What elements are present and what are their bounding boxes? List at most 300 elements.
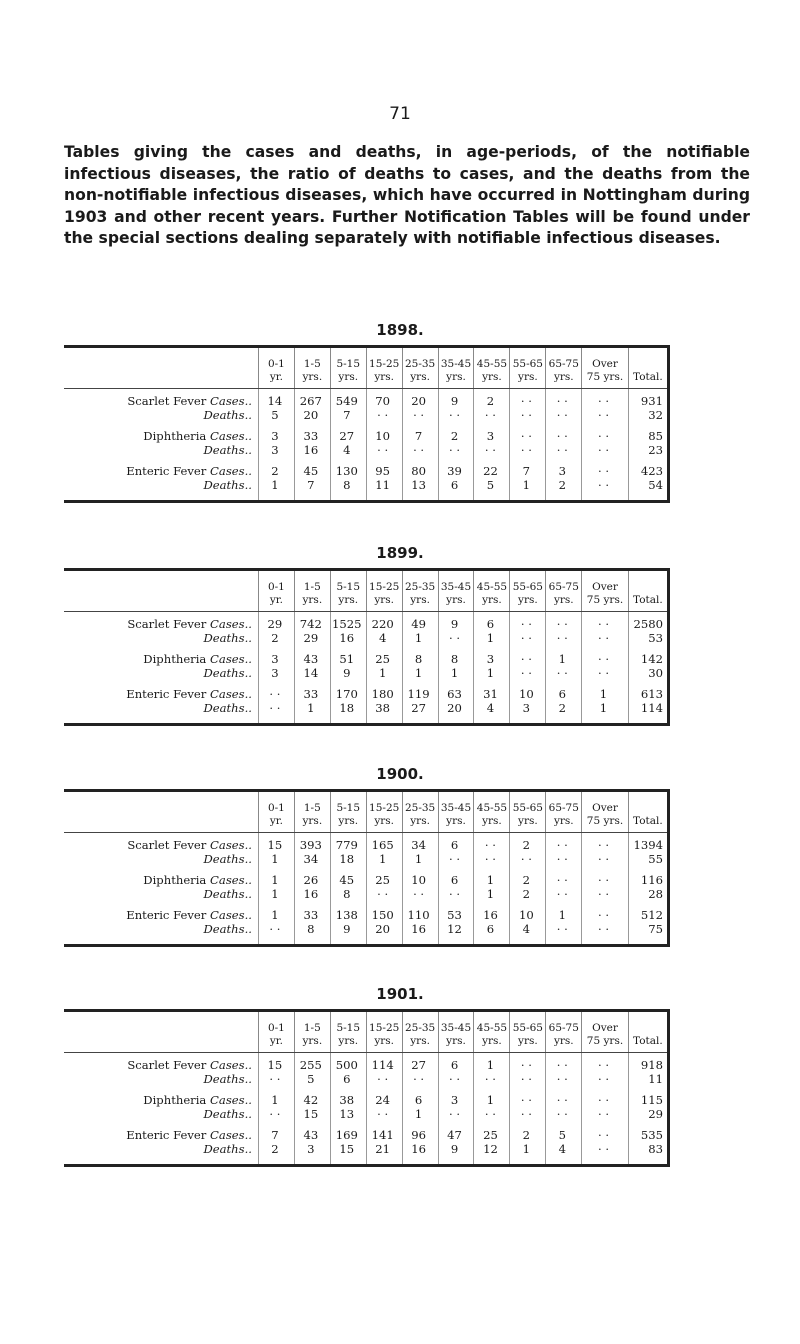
row-label bbox=[64, 1121, 258, 1142]
column-header-top: 1-5 bbox=[303, 1022, 321, 1034]
data-cell: 8 bbox=[402, 645, 438, 666]
column-header-bottom: 75 yrs. bbox=[586, 371, 624, 383]
data-cell: 7 bbox=[258, 1121, 294, 1142]
data-cell: · · bbox=[402, 443, 438, 457]
data-cell: 14 bbox=[294, 666, 330, 680]
table-row bbox=[64, 443, 669, 457]
row-kind: Cases.. bbox=[210, 1093, 252, 1107]
column-header-top: 35-45 bbox=[440, 358, 472, 370]
column-header-top: 45-55 bbox=[476, 358, 508, 370]
table-row bbox=[64, 833, 669, 853]
column-header bbox=[402, 347, 438, 389]
data-cell: 1 bbox=[510, 1142, 546, 1166]
row-kind: Deaths.. bbox=[203, 443, 252, 457]
column-header bbox=[628, 791, 668, 833]
data-cell: 3 bbox=[294, 1142, 330, 1166]
column-header bbox=[294, 570, 330, 612]
total-cell: 54 bbox=[628, 478, 668, 502]
column-header-top: 1-5 bbox=[303, 802, 321, 814]
year-heading: 1900. bbox=[376, 765, 424, 783]
page-number: 71 bbox=[389, 104, 411, 124]
table-row bbox=[64, 389, 669, 409]
data-cell: 16 bbox=[402, 922, 438, 946]
stats-table bbox=[64, 1009, 670, 1167]
column-header bbox=[628, 570, 668, 612]
row-kind: Cases.. bbox=[210, 1058, 252, 1072]
table-row bbox=[64, 1121, 669, 1142]
data-cell: 80 bbox=[402, 457, 438, 478]
data-cell: · · bbox=[582, 866, 628, 887]
data-cell: 20 bbox=[366, 922, 402, 946]
data-cell: 16 bbox=[294, 887, 330, 901]
data-cell: 8 bbox=[330, 478, 366, 502]
data-cell: 5 bbox=[546, 1121, 582, 1142]
table-row bbox=[64, 612, 669, 632]
data-cell: 267 bbox=[294, 389, 330, 409]
data-cell: 33 bbox=[294, 680, 330, 701]
table-row bbox=[64, 645, 669, 666]
row-label bbox=[64, 666, 258, 680]
table-row bbox=[64, 666, 669, 680]
data-cell: 9 bbox=[330, 666, 366, 680]
data-cell: 6 bbox=[438, 833, 474, 853]
column-header-bottom: yrs. bbox=[482, 594, 502, 606]
data-cell: 1 bbox=[546, 901, 582, 922]
data-cell: 9 bbox=[330, 922, 366, 946]
data-cell: 38 bbox=[330, 1086, 366, 1107]
column-header bbox=[510, 791, 546, 833]
data-cell: 180 bbox=[366, 680, 402, 701]
row-label bbox=[64, 833, 258, 853]
data-cell: 70 bbox=[366, 389, 402, 409]
column-header-top: Over bbox=[592, 358, 618, 370]
data-cell: 6 bbox=[438, 478, 474, 502]
year-heading: 1898. bbox=[376, 321, 424, 339]
column-header bbox=[582, 1011, 628, 1053]
data-cell: · · bbox=[474, 833, 510, 853]
column-header-top: 5-15 bbox=[336, 802, 361, 814]
column-header-bottom: yrs. bbox=[446, 594, 466, 606]
disease-name: Scarlet Fever bbox=[127, 1058, 207, 1072]
year-section bbox=[0, 319, 800, 503]
data-cell: · · bbox=[438, 1072, 474, 1086]
data-cell: · · bbox=[366, 887, 402, 901]
data-cell: 33 bbox=[294, 901, 330, 922]
data-cell: · · bbox=[582, 631, 628, 645]
data-cell: 96 bbox=[402, 1121, 438, 1142]
column-header-bottom: yrs. bbox=[374, 371, 395, 383]
column-header bbox=[546, 1011, 582, 1053]
data-cell: · · bbox=[582, 612, 628, 632]
column-header-top: 25-35 bbox=[404, 802, 436, 814]
data-cell: · · bbox=[546, 443, 582, 457]
total-cell: 29 bbox=[628, 1107, 668, 1121]
data-cell: 1 bbox=[258, 852, 294, 866]
data-cell: · · bbox=[474, 443, 510, 457]
stats-table bbox=[64, 345, 670, 503]
data-cell: 742 bbox=[294, 612, 330, 632]
data-cell: 15 bbox=[294, 1107, 330, 1121]
data-cell: 6 bbox=[438, 866, 474, 887]
column-header bbox=[546, 570, 582, 612]
column-header-top: Over bbox=[592, 802, 618, 814]
column-header-bottom: yrs. bbox=[302, 1035, 323, 1047]
column-header-bottom: yrs. bbox=[482, 371, 502, 383]
data-cell: · · bbox=[510, 645, 546, 666]
data-cell: 38 bbox=[366, 701, 402, 725]
data-cell: 393 bbox=[294, 833, 330, 853]
total-cell: 931 bbox=[628, 389, 668, 409]
data-cell: 4 bbox=[474, 701, 510, 725]
column-header-top: 1-5 bbox=[303, 358, 321, 370]
row-label bbox=[64, 443, 258, 457]
data-cell: 1 bbox=[474, 631, 510, 645]
column-header-bottom: Total. bbox=[633, 815, 663, 827]
row-label bbox=[64, 1107, 258, 1121]
data-cell: 45 bbox=[294, 457, 330, 478]
data-cell: · · bbox=[474, 1107, 510, 1121]
data-cell: 12 bbox=[438, 922, 474, 946]
table-row bbox=[64, 457, 669, 478]
data-cell: 8 bbox=[438, 645, 474, 666]
column-header-bottom: yrs. bbox=[410, 1035, 430, 1047]
row-kind: Cases.. bbox=[210, 617, 252, 631]
row-kind: Deaths.. bbox=[203, 1142, 252, 1156]
column-header-top: 35-45 bbox=[440, 581, 472, 593]
data-cell: · · bbox=[510, 443, 546, 457]
data-cell: 15 bbox=[258, 833, 294, 853]
data-cell: · · bbox=[258, 680, 294, 701]
data-cell: · · bbox=[402, 887, 438, 901]
data-cell: 10 bbox=[510, 901, 546, 922]
disease-name: Scarlet Fever bbox=[127, 838, 207, 852]
data-cell: 14 bbox=[258, 389, 294, 409]
table-row bbox=[64, 887, 669, 901]
column-header bbox=[366, 570, 402, 612]
data-cell: · · bbox=[366, 408, 402, 422]
data-cell: 119 bbox=[402, 680, 438, 701]
total-cell: 11 bbox=[628, 1072, 668, 1086]
data-cell: · · bbox=[510, 422, 546, 443]
data-cell: 2 bbox=[510, 833, 546, 853]
row-label bbox=[64, 478, 258, 502]
table-row bbox=[64, 1107, 669, 1121]
data-cell: · · bbox=[546, 1072, 582, 1086]
total-cell: 512 bbox=[628, 901, 668, 922]
row-kind: Deaths.. bbox=[203, 666, 252, 680]
data-cell: · · bbox=[510, 666, 546, 680]
data-cell: 24 bbox=[366, 1086, 402, 1107]
data-cell: 5 bbox=[474, 478, 510, 502]
data-cell: · · bbox=[582, 1072, 628, 1086]
data-cell: 7 bbox=[330, 408, 366, 422]
data-cell: 3 bbox=[474, 422, 510, 443]
data-cell: 53 bbox=[438, 901, 474, 922]
disease-name: Enteric Fever bbox=[126, 464, 207, 478]
data-cell: · · bbox=[546, 422, 582, 443]
total-cell: 2580 bbox=[628, 612, 668, 632]
data-cell: 3 bbox=[258, 666, 294, 680]
data-cell: 4 bbox=[510, 922, 546, 946]
data-cell: · · bbox=[510, 1107, 546, 1121]
column-header-top: Over bbox=[592, 581, 618, 593]
data-cell: 33 bbox=[294, 422, 330, 443]
column-header bbox=[366, 1011, 402, 1053]
column-header-bottom: yr. bbox=[269, 371, 283, 383]
column-header-bottom: yrs. bbox=[553, 594, 574, 606]
row-label bbox=[64, 1072, 258, 1086]
data-cell: · · bbox=[546, 666, 582, 680]
disease-name: Scarlet Fever bbox=[127, 617, 207, 631]
data-cell: 1 bbox=[402, 631, 438, 645]
disease-name: Diphtheria bbox=[143, 652, 207, 666]
column-header bbox=[330, 570, 366, 612]
label-header bbox=[64, 570, 258, 612]
column-header-bottom: 75 yrs. bbox=[586, 815, 624, 827]
row-label bbox=[64, 680, 258, 701]
data-cell: 8 bbox=[294, 922, 330, 946]
column-header-bottom: yrs. bbox=[518, 815, 538, 827]
row-label bbox=[64, 612, 258, 632]
row-label bbox=[64, 1086, 258, 1107]
column-header bbox=[546, 791, 582, 833]
disease-name: Enteric Fever bbox=[126, 908, 207, 922]
data-cell: 1 bbox=[366, 666, 402, 680]
data-cell: · · bbox=[546, 833, 582, 853]
data-cell: 22 bbox=[474, 457, 510, 478]
data-cell: 12 bbox=[474, 1142, 510, 1166]
disease-name: Diphtheria bbox=[143, 429, 207, 443]
row-label bbox=[64, 422, 258, 443]
total-cell: 83 bbox=[628, 1142, 668, 1166]
data-cell: 138 bbox=[330, 901, 366, 922]
data-cell: 45 bbox=[330, 866, 366, 887]
row-label bbox=[64, 1142, 258, 1166]
column-header bbox=[510, 1011, 546, 1053]
data-cell: · · bbox=[582, 1142, 628, 1166]
column-header-top: 5-15 bbox=[336, 1022, 361, 1034]
data-cell: 169 bbox=[330, 1121, 366, 1142]
column-header bbox=[474, 570, 510, 612]
data-cell: 8 bbox=[330, 887, 366, 901]
column-header-bottom: yrs. bbox=[518, 1035, 538, 1047]
column-header-top: 45-55 bbox=[476, 802, 508, 814]
year-heading: 1901. bbox=[376, 985, 424, 1003]
column-header-top: 65-75 bbox=[548, 1022, 579, 1034]
column-header bbox=[628, 1011, 668, 1053]
column-header bbox=[474, 1011, 510, 1053]
column-header bbox=[294, 347, 330, 389]
column-header bbox=[438, 570, 474, 612]
row-kind: Cases.. bbox=[210, 429, 252, 443]
data-cell: · · bbox=[546, 1086, 582, 1107]
data-cell: 141 bbox=[366, 1121, 402, 1142]
column-header-top: 25-35 bbox=[404, 581, 436, 593]
data-cell: 1 bbox=[546, 645, 582, 666]
data-cell: 1 bbox=[258, 866, 294, 887]
data-cell: 2 bbox=[258, 1142, 294, 1166]
data-cell: 6 bbox=[402, 1086, 438, 1107]
data-cell: · · bbox=[510, 1072, 546, 1086]
data-cell: 1 bbox=[258, 901, 294, 922]
stats-table bbox=[64, 789, 670, 947]
data-cell: 2 bbox=[438, 422, 474, 443]
column-header-top: 1-5 bbox=[303, 581, 321, 593]
data-cell: · · bbox=[546, 612, 582, 632]
data-cell: 13 bbox=[402, 478, 438, 502]
column-header-bottom: yr. bbox=[269, 815, 283, 827]
column-header-top: Over bbox=[592, 1022, 618, 1034]
row-kind: Cases.. bbox=[210, 464, 252, 478]
column-header-bottom: yrs. bbox=[302, 594, 323, 606]
column-header-bottom: 75 yrs. bbox=[586, 1035, 624, 1047]
column-header-top: 5-15 bbox=[336, 358, 361, 370]
column-header bbox=[510, 570, 546, 612]
row-kind: Cases.. bbox=[210, 1128, 252, 1142]
data-cell: 31 bbox=[474, 680, 510, 701]
column-header-top: 35-45 bbox=[440, 1022, 472, 1034]
column-header-bottom: yrs. bbox=[410, 371, 430, 383]
row-kind: Cases.. bbox=[210, 687, 252, 701]
data-cell: 43 bbox=[294, 645, 330, 666]
intro-paragraph: Tables giving the cases and deaths, in age-periods, of the notifiable infectious diseases, the ratio of deaths to cases, and the deaths from the non-notifiable infectious diseases, which have occurred in Nottingham during 1903 and other recent years. Further Notification Tables will be found under the special sections dealing separately with notifiable infectious diseases. bbox=[64, 143, 750, 247]
row-label bbox=[64, 1053, 258, 1073]
data-cell: 2 bbox=[510, 887, 546, 901]
data-cell: 4 bbox=[366, 631, 402, 645]
data-cell: 27 bbox=[402, 701, 438, 725]
column-header-bottom: yrs. bbox=[482, 815, 502, 827]
row-label bbox=[64, 887, 258, 901]
row-label bbox=[64, 852, 258, 866]
table-row bbox=[64, 1053, 669, 1073]
column-header bbox=[330, 347, 366, 389]
data-cell: 4 bbox=[330, 443, 366, 457]
table-row bbox=[64, 408, 669, 422]
column-header-bottom: Total. bbox=[633, 1035, 663, 1047]
data-cell: · · bbox=[258, 1072, 294, 1086]
data-cell: 20 bbox=[294, 408, 330, 422]
data-cell: 11 bbox=[366, 478, 402, 502]
table-row bbox=[64, 866, 669, 887]
data-cell: · · bbox=[510, 389, 546, 409]
data-cell: 1 bbox=[474, 1086, 510, 1107]
data-cell: 63 bbox=[438, 680, 474, 701]
data-cell: 1 bbox=[402, 852, 438, 866]
data-cell: · · bbox=[546, 852, 582, 866]
year-section bbox=[0, 763, 800, 947]
data-cell: 25 bbox=[366, 866, 402, 887]
column-header-bottom: yrs. bbox=[302, 371, 323, 383]
row-kind: Deaths.. bbox=[203, 478, 252, 492]
data-cell: 7 bbox=[402, 422, 438, 443]
table-row bbox=[64, 422, 669, 443]
data-cell: 2 bbox=[258, 457, 294, 478]
data-cell: 25 bbox=[366, 645, 402, 666]
data-cell: 1 bbox=[438, 666, 474, 680]
total-cell: 423 bbox=[628, 457, 668, 478]
column-header bbox=[582, 347, 628, 389]
column-header-top: 55-65 bbox=[512, 358, 543, 370]
column-header bbox=[546, 347, 582, 389]
data-cell: 51 bbox=[330, 645, 366, 666]
table-row bbox=[64, 478, 669, 502]
data-cell: 7 bbox=[510, 457, 546, 478]
table-row bbox=[64, 852, 669, 866]
column-header-top: 55-65 bbox=[512, 1022, 543, 1034]
disease-name: Diphtheria bbox=[143, 873, 207, 887]
column-header-bottom: yrs. bbox=[374, 594, 395, 606]
data-cell: · · bbox=[510, 408, 546, 422]
data-cell: · · bbox=[474, 852, 510, 866]
data-cell: 20 bbox=[438, 701, 474, 725]
column-header-bottom: yrs. bbox=[518, 371, 538, 383]
row-kind: Deaths.. bbox=[203, 701, 252, 715]
data-cell: · · bbox=[582, 645, 628, 666]
data-cell: · · bbox=[258, 922, 294, 946]
data-cell: 18 bbox=[330, 701, 366, 725]
data-cell: 1 bbox=[582, 680, 628, 701]
data-cell: 20 bbox=[402, 389, 438, 409]
label-header bbox=[64, 791, 258, 833]
label-header bbox=[64, 347, 258, 389]
year-section bbox=[0, 542, 800, 726]
column-header-bottom: 75 yrs. bbox=[586, 594, 624, 606]
data-cell: 165 bbox=[366, 833, 402, 853]
column-header-bottom: yrs. bbox=[446, 1035, 466, 1047]
table-row bbox=[64, 1072, 669, 1086]
year-section bbox=[0, 983, 800, 1167]
data-cell: 255 bbox=[294, 1053, 330, 1073]
table-row bbox=[64, 1086, 669, 1107]
row-kind: Deaths.. bbox=[203, 631, 252, 645]
column-header bbox=[438, 791, 474, 833]
data-cell: 47 bbox=[438, 1121, 474, 1142]
data-cell: · · bbox=[546, 866, 582, 887]
column-header bbox=[366, 791, 402, 833]
data-cell: 95 bbox=[366, 457, 402, 478]
column-header-bottom: yrs. bbox=[553, 371, 574, 383]
table-row bbox=[64, 922, 669, 946]
total-cell: 28 bbox=[628, 887, 668, 901]
data-cell: 2 bbox=[510, 1121, 546, 1142]
data-cell: · · bbox=[582, 833, 628, 853]
column-header-top: 0-1 bbox=[267, 581, 285, 593]
data-cell: · · bbox=[582, 422, 628, 443]
row-kind: Deaths.. bbox=[203, 408, 252, 422]
data-cell: · · bbox=[546, 922, 582, 946]
data-cell: · · bbox=[582, 901, 628, 922]
total-cell: 613 bbox=[628, 680, 668, 701]
column-header-top: 25-35 bbox=[404, 1022, 436, 1034]
data-cell: · · bbox=[546, 1053, 582, 1073]
total-cell: 114 bbox=[628, 701, 668, 725]
data-cell: · · bbox=[546, 408, 582, 422]
column-header bbox=[510, 347, 546, 389]
stats-table bbox=[64, 568, 670, 726]
data-cell: · · bbox=[582, 457, 628, 478]
column-header-bottom: yr. bbox=[269, 594, 283, 606]
data-cell: 2 bbox=[474, 389, 510, 409]
row-label bbox=[64, 457, 258, 478]
data-cell: 29 bbox=[294, 631, 330, 645]
data-cell: 13 bbox=[330, 1107, 366, 1121]
row-kind: Deaths.. bbox=[203, 922, 252, 936]
data-cell: · · bbox=[258, 1107, 294, 1121]
total-cell: 85 bbox=[628, 422, 668, 443]
data-cell: 34 bbox=[294, 852, 330, 866]
data-cell: · · bbox=[258, 701, 294, 725]
table-row bbox=[64, 701, 669, 725]
